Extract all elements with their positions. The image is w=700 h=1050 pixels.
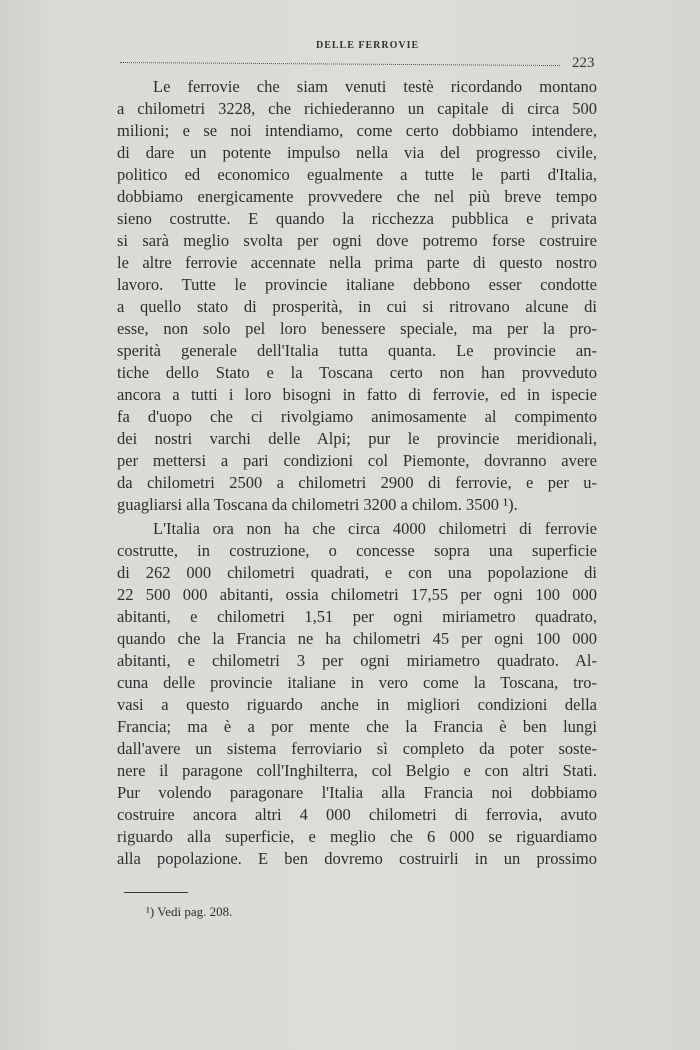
- text-line: vasi a questo riguardo anche in migliori condizioni della: [117, 695, 597, 714]
- text-line: L'Italia ora non ha che circa 4000 chilometri di ferrovie: [153, 519, 597, 538]
- text-line: le altre ferrovie accennate nella prima parte di questo nostro: [117, 253, 597, 272]
- text-line: sperità generale dell'Italia tutta quanta. Le provincie an-: [117, 341, 597, 360]
- text-line: quando che la Francia ne ha chilometri 45 per ogni 100 000: [117, 629, 597, 648]
- text-line: a quello stato di prosperità, in cui si ritrovano alcune di: [117, 297, 597, 316]
- text-line: fa d'uopo che ci rivolgiamo animosamente al compimento: [117, 407, 597, 426]
- text-line: milioni; e se noi intendiamo, come certo dobbiamo intendere,: [117, 121, 597, 140]
- text-line: costruire ancora altri 4 000 chilometri di ferrovia, avuto: [117, 805, 597, 824]
- text-line: esse, non solo pel loro benessere speciale, ma per la pro-: [117, 319, 597, 338]
- text-line: ancora a tutti i loro bisogni in fatto di ferrovie, ed in ispecie: [117, 385, 597, 404]
- paragraph: [117, 76, 597, 516]
- text-line: si sarà meglio svolta per ogni dove potremo forse costruire: [117, 231, 597, 250]
- header-rule: [120, 62, 560, 66]
- text-line: guagliarsi alla Toscana da chilometri 3200 a chilom. 3500 ¹).: [117, 495, 518, 514]
- text-line: da chilometri 2500 a chilometri 2900 di ferrovie, e per u-: [117, 473, 597, 492]
- text-line: cuna delle provincie italiane in vero come la Toscana, tro-: [117, 673, 597, 692]
- text-line: abitanti, e chilometri 3 per ogni miriametro quadrato. Al-: [117, 651, 597, 670]
- text-line: 22 500 000 abitanti, ossia chilometri 17,55 per ogni 100 000: [117, 585, 597, 604]
- text-line: riguardo alla superficie, e meglio che 6 000 se riguardiamo: [117, 827, 597, 846]
- text-line: politico ed economico egualmente a tutte le parti d'Italia,: [117, 165, 597, 184]
- text-line: Francia; ma è a por mente che la Francia è ben lungi: [117, 717, 597, 736]
- running-header: DELLE FERROVIE: [316, 40, 420, 51]
- paragraph: [117, 518, 597, 870]
- text-line: dall'avere un sistema ferroviario sì completo da poter soste-: [117, 739, 597, 758]
- text-line: di dare un potente impulso nella via del progresso civile,: [117, 143, 597, 162]
- text-line: abitanti, e chilometri 1,51 per ogni miriametro quadrato,: [117, 607, 597, 626]
- text-line: dei nostri varchi delle Alpi; pur le provincie meridionali,: [117, 429, 597, 448]
- page-number: 223: [572, 55, 595, 71]
- text-line: a chilometri 3228, che richiederanno un capitale di circa 500: [117, 99, 597, 118]
- text-line: Le ferrovie che siam venuti testè ricordando montano: [153, 77, 597, 96]
- text-line: nere il paragone coll'Inghilterra, col Belgio e con altri Stati.: [117, 761, 597, 780]
- text-line: lavoro. Tutte le provincie italiane debbono esser condotte: [117, 275, 597, 294]
- text-line: di 262 000 chilometri quadrati, e con una popolazione di: [117, 563, 597, 582]
- text-line: Pur volendo paragonare l'Italia alla Francia noi dobbiamo: [117, 783, 597, 802]
- footnote: ¹) Vedi pag. 208.: [146, 904, 233, 919]
- footnote-rule: [124, 892, 188, 893]
- text-line: tiche dello Stato e la Toscana certo non han provveduto: [117, 363, 597, 382]
- text-line: sieno costrutte. E quando la ricchezza pubblica e privata: [117, 209, 597, 228]
- text-line: per mettersi a pari condizioni col Piemonte, dovranno avere: [117, 451, 597, 470]
- text-line: alla popolazione. E ben dovremo costruirli in un prossimo: [117, 849, 597, 868]
- text-line: costrutte, in costruzione, o concesse sopra una superficie: [117, 541, 597, 560]
- body-text: [117, 76, 597, 870]
- text-line: dobbiamo energicamente provvedere che nel più breve tempo: [117, 187, 597, 206]
